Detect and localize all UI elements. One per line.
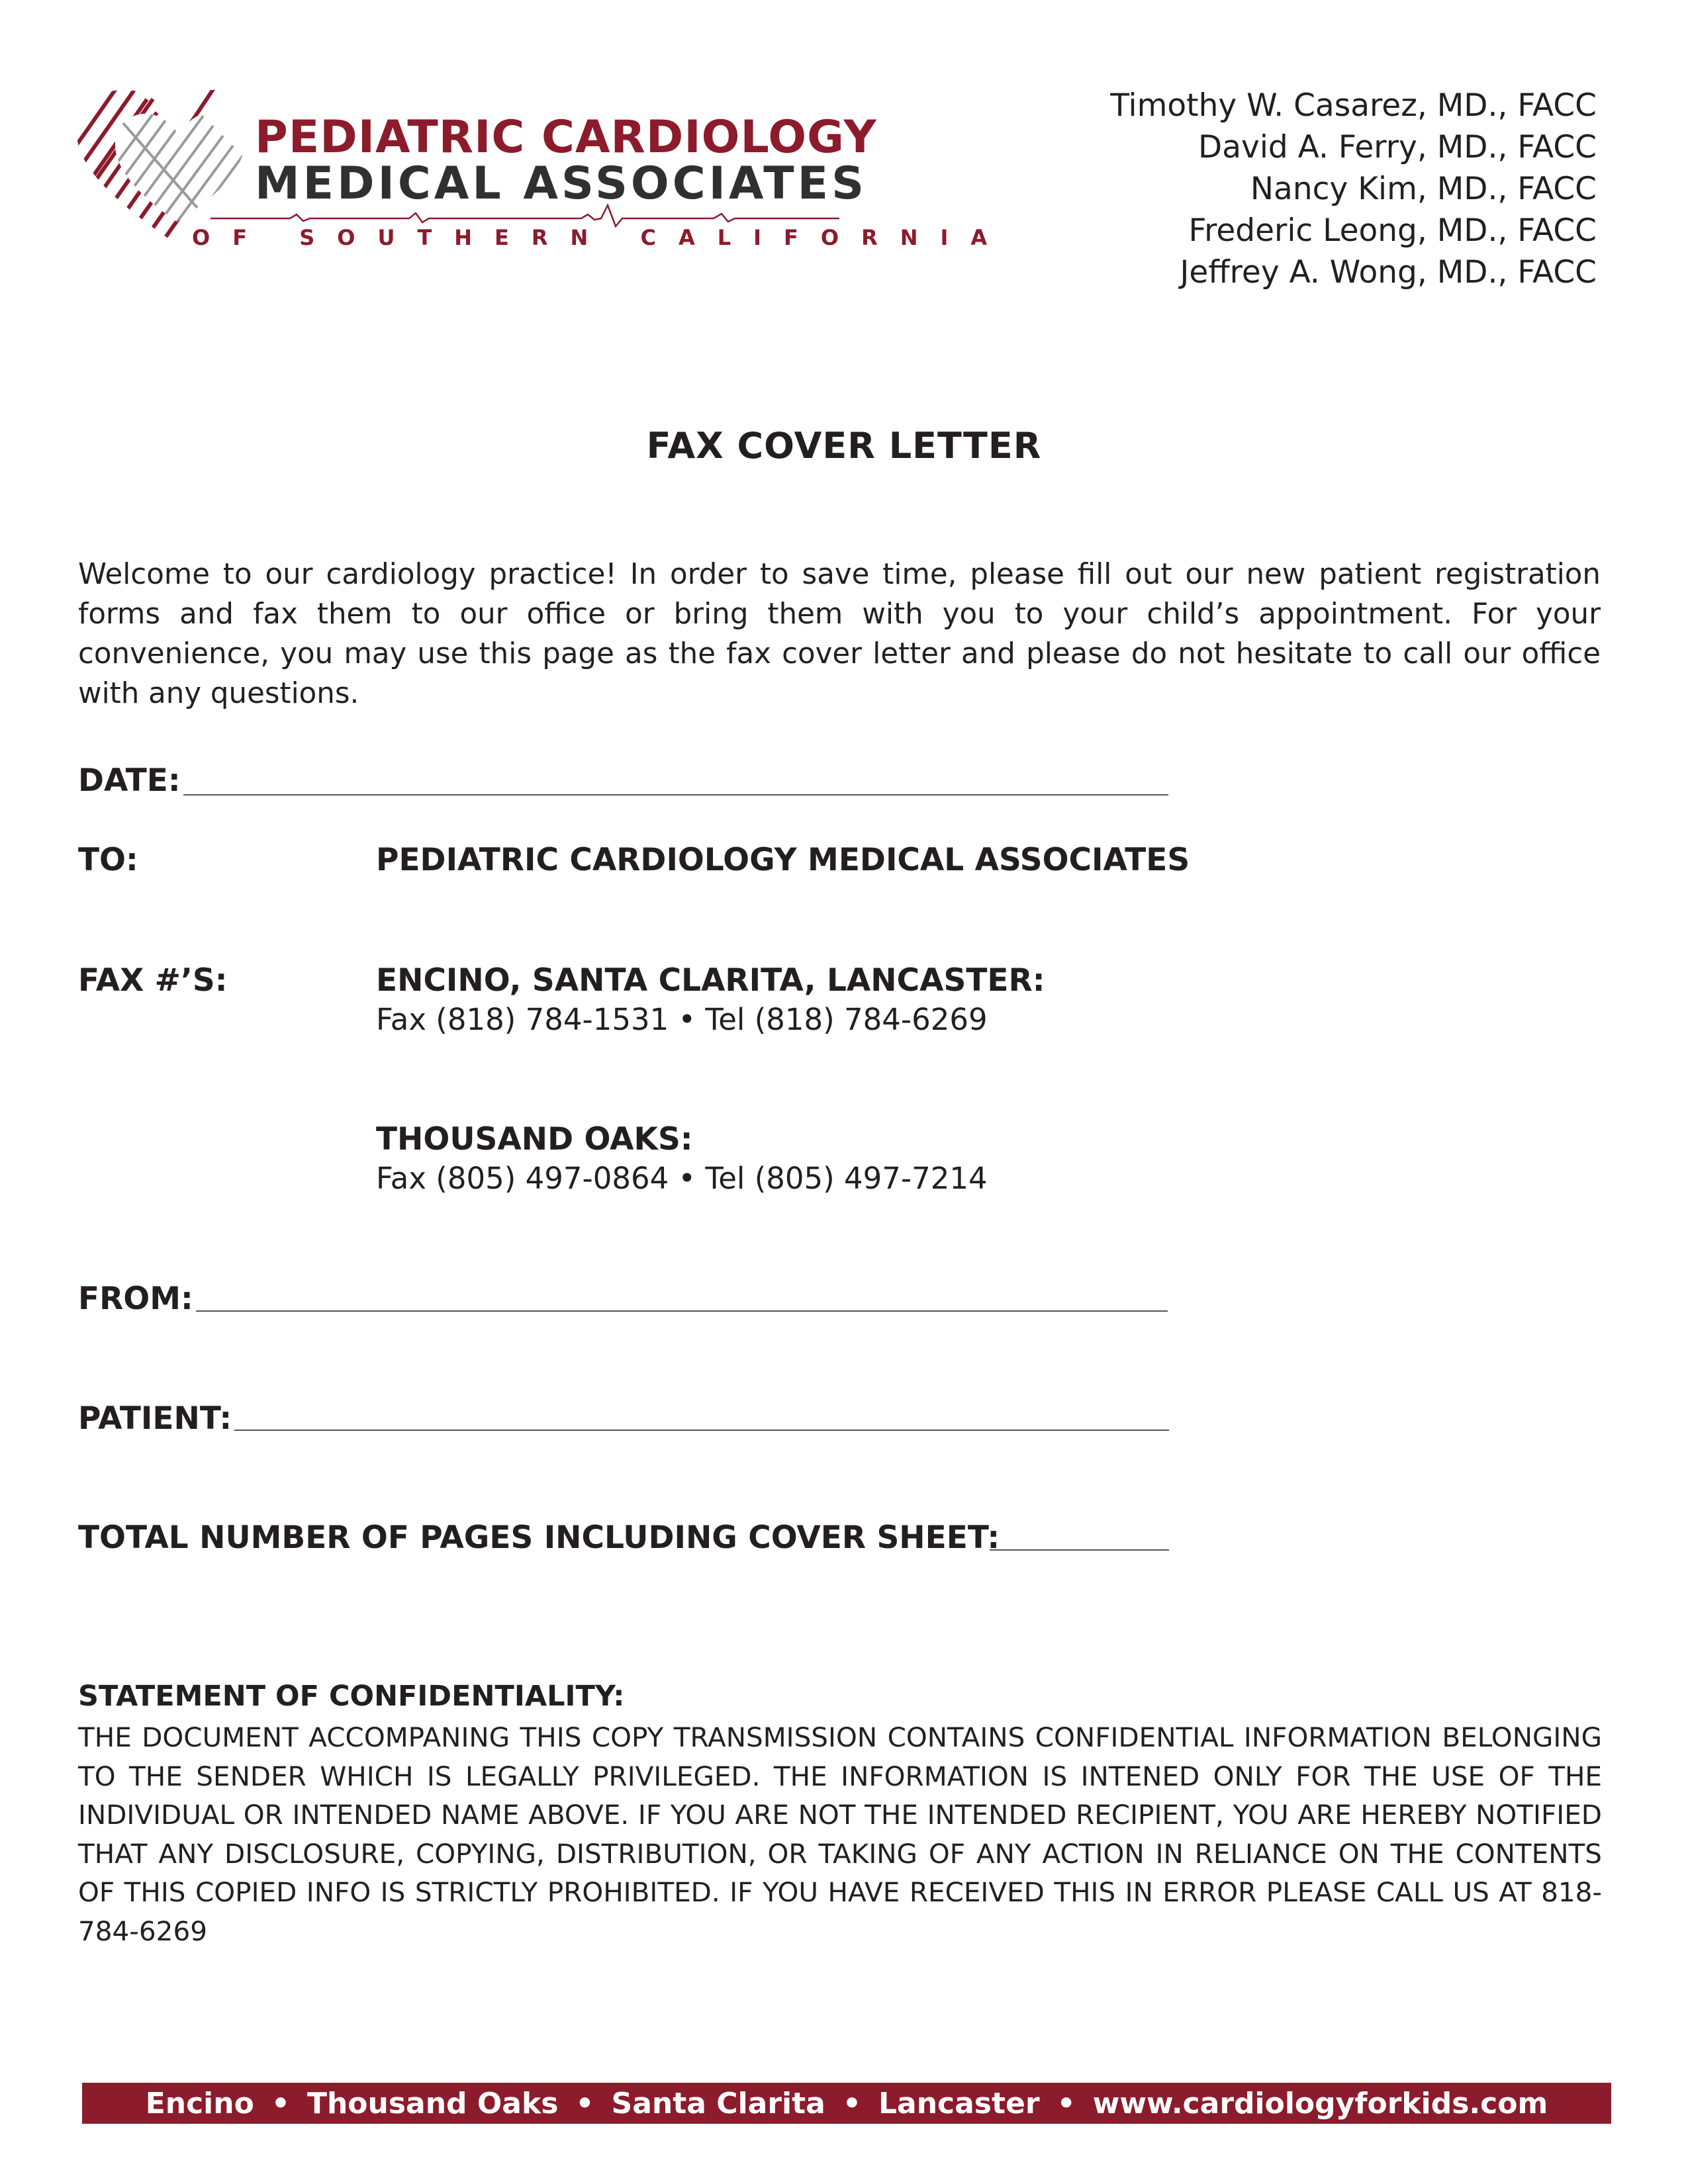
ecg-line-icon: [211, 204, 839, 228]
page-title: FAX COVER LETTER: [646, 425, 1042, 467]
to-value: PEDIATRIC CARDIOLOGY MEDICAL ASSOCIATES: [376, 842, 1190, 878]
pages-label: TOTAL NUMBER OF PAGES INCLUDING COVER SHEET:: [78, 1520, 1000, 1556]
office2-numbers: Fax (805) 497-0864 • Tel (805) 497-7214: [376, 1161, 988, 1196]
patient-label: PATIENT:: [78, 1400, 232, 1437]
doctor-name: Timothy W. Casarez, MD., FACC: [1110, 87, 1597, 124]
from-field-line[interactable]: [196, 1310, 1168, 1312]
logo-title-line2: MEDICAL ASSOCIATES: [255, 158, 868, 210]
confidentiality-heading: STATEMENT OF CONFIDENTIALITY:: [78, 1680, 625, 1713]
footer-separator: •: [271, 2086, 290, 2120]
logo-title-line1: PEDIATRIC CARDIOLOGY: [255, 111, 877, 163]
doctor-name: Frederic Leong, MD., FACC: [1188, 212, 1597, 249]
doctor-name: David A. Ferry, MD., FACC: [1198, 129, 1597, 165]
date-label: DATE:: [78, 762, 181, 799]
footer-location: Santa Clarita: [611, 2086, 825, 2120]
pages-field-line[interactable]: [990, 1549, 1169, 1551]
footer-separator: •: [1056, 2086, 1076, 2120]
doctor-name: Jeffrey A. Wong, MD., FACC: [1180, 254, 1597, 291]
footer-separator: •: [575, 2086, 594, 2120]
footer-separator: •: [842, 2086, 861, 2120]
patient-field-line[interactable]: [234, 1430, 1169, 1431]
footer-location: Lancaster: [878, 2086, 1040, 2120]
confidentiality-body: THE DOCUMENT ACCOMPANING THIS COPY TRANSMISSION CONTAINS CONFIDENTIAL INFORMATION BELONGING TO THE SENDER WHICH IS LEGALLY PRIVILEGED. THE INFORMATION IS INTENED ONLY FOR THE USE OF THE INDIVIDUAL OR INTENDED NAME ABOVE. IF YOU ARE NOT THE INTENDED RECIPIENT, YOU ARE HEREBY NOTIFIED THAT ANY DISCLOSURE, COPYING, DISTRIBUTION, OR TAKING OF ANY ACTION IN RELIANCE ON THE CONTENTS OF THIS COPIED INFO IS STRICTLY PROHIBITED. IF YOU HAVE RECEIVED THIS IN ERROR PLEASE CALL US AT 818-784-6269: [78, 1721, 1602, 1947]
to-label: TO:: [78, 842, 138, 878]
footer-location: Encino: [145, 2086, 254, 2120]
logo-subtitle: OF SOUTHERN CALIFORNIA: [192, 225, 1010, 250]
fax-label: FAX #’S:: [78, 962, 228, 999]
footer-bar: [82, 2083, 1611, 2124]
footer-website-link[interactable]: www.cardiologyforkids.com: [1092, 2086, 1548, 2120]
office1-numbers: Fax (818) 784-1531 • Tel (818) 784-6269: [376, 1002, 988, 1037]
intro-paragraph: Welcome to our cardiology practice! In order to save time, please fill out our new patient registration forms and fax them to our office or bring them with you to your child’s appointment. For your convenience, you may use this page as the fax cover letter and please do not hesitate to call our office with any questions.: [78, 558, 1601, 710]
from-label: FROM:: [78, 1281, 193, 1317]
doctor-list: [1110, 85, 1597, 293]
office2-name: THOUSAND OAKS:: [376, 1121, 693, 1158]
doctor-name: Nancy Kim, MD., FACC: [1250, 171, 1597, 207]
office1-name: ENCINO, SANTA CLARITA, LANCASTER:: [376, 962, 1045, 999]
date-field-line[interactable]: [183, 794, 1168, 796]
footer-location: Thousand Oaks: [306, 2086, 559, 2120]
